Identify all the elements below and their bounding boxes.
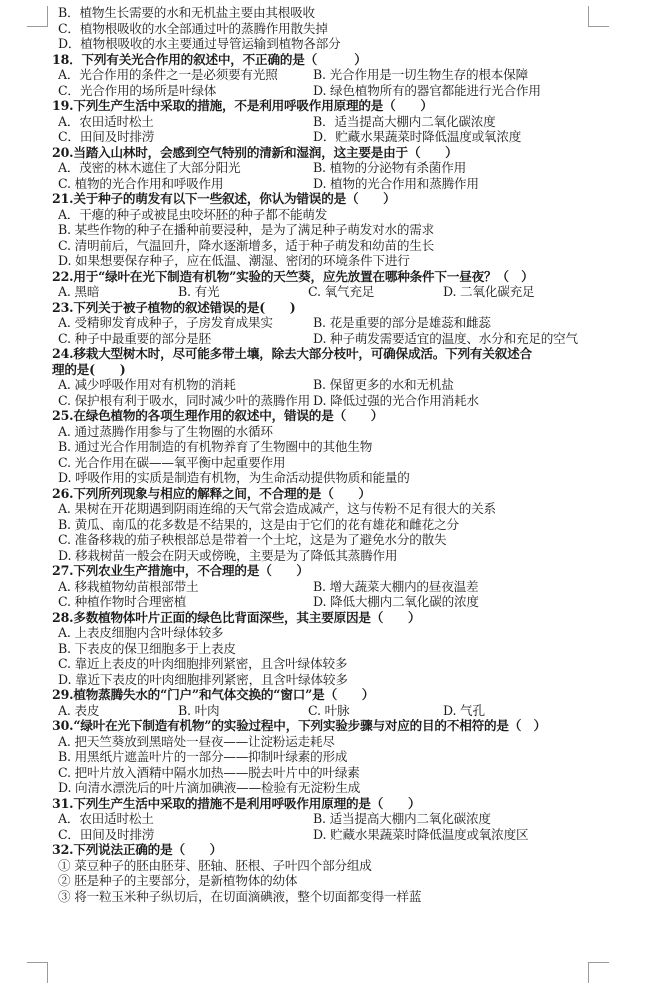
option-row [52, 83, 597, 99]
question-number: 22. [52, 268, 74, 284]
option-c: C. 植物的光合作用和呼吸作用 [58, 175, 224, 191]
option-a: A. 黑暗 [58, 284, 100, 299]
question-number: 19. [52, 98, 74, 113]
question-text: 植物蒸腾失水的“门户”和气体交换的“窗口”是（ ） [73, 687, 375, 702]
option-c: C．光合作用的场所是叶绿体 [58, 82, 217, 98]
option-d: D．贮藏水果蔬菜时降低温度或氧浓度 [313, 129, 522, 144]
question-text: 下列说法正确的是（ ） [73, 842, 223, 857]
option-d: D. 种子萌发需要适宜的温度、水分和充足的空气 [313, 330, 578, 346]
question-text: 下列生产生活中采取的措施不是利用呼吸作用原理的是（ ） [73, 795, 421, 811]
question-block [52, 718, 597, 796]
option-row [52, 594, 597, 610]
question-block [52, 300, 597, 347]
crop-mark-bottom-right [588, 962, 609, 983]
option-b: B. 光合作用是一切生物生存的根本保障 [313, 67, 528, 82]
question-block [52, 687, 597, 718]
question-number: 29. [52, 687, 74, 702]
option-row [52, 176, 597, 192]
option-c: C．田间及时排涝 [58, 129, 155, 144]
question-number: 32. [52, 842, 74, 857]
option-line: D．植物根吸收的水主要通过导管运输到植物各部分 [58, 36, 341, 51]
option-b: B. 增大蔬菜大棚内的昼夜温差 [313, 578, 479, 594]
option-row [52, 377, 597, 393]
option-c: C. 种子中最重要的部分是胚 [58, 330, 211, 346]
option-row [52, 284, 597, 300]
option-b: B．适当提高大棚内二氧化碳浓度 [313, 113, 496, 129]
option-d: D. 降低大棚内二氧化碳的浓度 [313, 594, 479, 609]
option-row [52, 579, 597, 595]
question-stem [52, 191, 597, 207]
option-d: D. 绿色植物所有的器官都能进行光合作用 [313, 82, 541, 98]
option-c: C. 把叶片放入酒精中隔水加热——脱去叶片中的叶绿素 [58, 764, 360, 780]
question-stem [52, 300, 597, 316]
question-block [52, 408, 597, 486]
option-d: D. 靠近下表皮的叶肉细胞排列紧密，且含叶绿体较多 [58, 671, 348, 687]
option-c: C. 叶脉 [308, 702, 350, 718]
option-b: B. 黄瓜、南瓜的花多数是不结果的，这是由于它们的花有雄花和雌花之分 [58, 516, 459, 532]
option-row [52, 67, 597, 83]
exam-page [52, 5, 597, 904]
question-block [52, 563, 597, 610]
question-number: 25. [52, 408, 74, 423]
question-stem [52, 145, 597, 161]
option-line: B．植物生长需要的水和无机盐主要由其根吸收 [58, 5, 315, 20]
option-b: B. 适当提高大棚内二氧化碳浓度 [313, 811, 491, 826]
option-b: B. 下表皮的保卫细胞多于上表皮 [58, 640, 236, 656]
question-stem [52, 408, 597, 424]
option-row [52, 811, 597, 827]
question-number: 20. [52, 144, 74, 160]
question-stem [52, 796, 597, 812]
crop-mark-top-left [27, 6, 48, 27]
option-row [52, 160, 597, 176]
question-block [52, 842, 597, 904]
option-c: C. 清明前后，气温回升，降水逐渐增多，适于种子萌发和幼苗的生长 [58, 237, 435, 253]
option-d: D. 向清水漂洗后的叶片滴加碘液——检验有无淀粉生成 [58, 780, 361, 795]
option-a: A. 减少呼吸作用对有机物的消耗 [58, 377, 236, 392]
option-row [52, 315, 597, 331]
option-a: A. 移栽植物幼苗根部带土 [58, 578, 199, 594]
question-stem [52, 842, 597, 858]
option-a: A．茂密的林木遮住了大部分阳光 [58, 160, 241, 175]
question-text: 下列有关光合作用的叙述中，不正确的是（ ） [81, 51, 367, 67]
question-stem [52, 486, 597, 502]
question-stem [52, 610, 597, 626]
option-c: ③ 将一粒玉米种子纵切后，在切面滴碘液，整个切面都变得一样蓝 [58, 888, 422, 904]
option-row [52, 827, 597, 843]
question-text: 下列关于被子植物的叙述错误的是( ) [73, 299, 296, 315]
question-stem [52, 563, 597, 579]
question-text: 在绿色植物的各项生理作用的叙述中，错误的是（ ） [73, 408, 384, 423]
question-stem-continued [52, 362, 597, 378]
question-number: 18． [52, 51, 82, 67]
option-b: B. 叶肉 [178, 702, 220, 718]
option-b: B. 有光 [178, 284, 220, 299]
question-number: 24. [52, 346, 74, 361]
question-number: 31. [52, 795, 74, 811]
option-a: A. 通过蒸腾作用参与了生物圈的水循环 [58, 423, 273, 439]
option-c: C. 种植作物时合理密植 [58, 594, 187, 609]
option-b: B. 花是重要的部分是雄蕊和雌蕊 [313, 315, 491, 330]
option-a: A. 受精卵发育成种子，子房发育成果实 [58, 315, 273, 330]
option-b: ② 胚是种子的主要部分，是新植物体的幼体 [58, 873, 298, 888]
question-number: 23. [52, 299, 74, 315]
option-c: C. 准备移栽的茄子秧根部总是带着一个土坨，这是为了避免水分的散失 [58, 532, 447, 547]
question-list [52, 52, 597, 905]
option-a: A．农田适时松土 [58, 113, 154, 129]
question-text: “绿叶在光下制造有机物”的实验过程中，下列实验步骤与对应的目的不相符的是（ ） [73, 718, 546, 733]
option-a: A. 上表皮细胞内含叶绿体较多 [58, 625, 224, 640]
question-text: 下列生产生活中采取的措施，不是利用呼吸作用原理的是（ ） [73, 98, 433, 113]
option-d: D. 气孔 [443, 702, 485, 718]
question-block [52, 145, 597, 192]
question-text: 多数植物体叶片正面的绿色比背面深些，其主要原因是（ ） [73, 609, 421, 625]
option-b: B. 某些作物的种子在播种前要浸种，是为了满足种子萌发对水的需求 [58, 222, 435, 237]
option-a: A. 果树在开花期遇到阴雨连绵的天气常会造成减产，这与传粉不足有很大的关系 [58, 501, 496, 516]
option-a: ① 菜豆种子的胚由胚芽、胚轴、胚根、子叶四个部分组成 [58, 857, 372, 873]
question-block [52, 98, 597, 145]
question-number: 27. [52, 563, 74, 578]
option-line: C．植物根吸收的水全部通过叶的蒸腾作用散失掉 [58, 20, 328, 36]
option-d: D. 贮藏水果蔬菜时降低温度或氧浓度区 [313, 826, 529, 842]
question-block [52, 191, 597, 269]
option-c: C. 保护根有利于吸水，同时减少叶的蒸腾作用 [58, 392, 311, 408]
question-block [52, 269, 597, 300]
question-number: 30. [52, 718, 74, 733]
option-b: B. 用黑纸片遮盖叶片的一部分——抑制叶绿素的形成 [58, 749, 348, 764]
question-text: 移栽大型树木时，尽可能多带土壤，除去大部分枝叶，可确保成活。下列有关叙述合 [73, 346, 532, 361]
question-stem [52, 52, 597, 68]
previous-question-options [52, 5, 597, 52]
question-stem [52, 718, 597, 734]
question-text: 当踏入山林时，会感到空气特别的清新和湿润，这主要是由于（ ） [73, 144, 458, 160]
question-text: 下列农业生产措施中，不合理的是（ ） [73, 563, 309, 578]
option-d: D. 二氧化碳充足 [443, 284, 535, 299]
option-c: C．田间及时排涝 [58, 826, 155, 842]
option-b: B. 通过光合作用制造的有机物养育了生物圈中的其他生物 [58, 439, 373, 454]
option-a: A. 把天竺葵放到黑暗处一昼夜——让淀粉运走耗尽 [58, 733, 335, 749]
crop-mark-bottom-left [27, 962, 48, 983]
option-d: D. 植物的光合作用和蒸腾作用 [313, 175, 479, 191]
question-text: 下列所列现象与相应的解释之间，不合理的是（ ） [73, 485, 371, 501]
question-number: 26. [52, 485, 74, 501]
question-block [52, 796, 597, 843]
option-a: A．光合作用的条件之一是必须要有光照 [58, 67, 278, 82]
question-number: 21. [52, 191, 74, 206]
question-block [52, 486, 597, 564]
option-d: D. 移栽树苗一般会在阴天或傍晚，主要是为了降低其蒸腾作用 [58, 547, 398, 563]
option-row [52, 703, 597, 719]
option-row [52, 129, 597, 145]
question-block [52, 52, 597, 99]
option-b: B. 保留更多的水和无机盐 [313, 377, 454, 392]
option-d: D. 如果想要保存种子，应在低温、潮湿、密闭的环境条件下进行 [58, 253, 410, 268]
option-row [52, 331, 597, 347]
question-block [52, 610, 597, 688]
question-stem [52, 269, 597, 285]
option-a: A．干瘪的种子或被昆虫咬坏胚的种子都不能萌发 [58, 206, 328, 222]
question-stem [52, 687, 597, 703]
option-a: A．农田适时松土 [58, 811, 154, 826]
option-b: B. 植物的分泌物有杀菌作用 [313, 160, 466, 175]
question-text: 理的是( ) [52, 361, 126, 377]
question-number: 28. [52, 609, 74, 625]
question-stem [52, 346, 597, 362]
option-row [52, 393, 597, 409]
option-d: D. 降低过强的光合作用消耗水 [313, 392, 479, 408]
question-stem [52, 98, 597, 114]
option-c: C. 光合作用在碳——氧平衡中起重要作用 [58, 454, 286, 470]
question-block [52, 346, 597, 408]
option-c: C. 氧气充足 [308, 284, 375, 299]
option-d: D. 呼吸作用的实质是制造有机物，为生命活动提供物质和能量的 [58, 470, 410, 485]
question-text: 关于种子的萌发有以下一些叙述，你认为错误的是（ ） [73, 191, 396, 206]
option-a: A. 表皮 [58, 702, 100, 718]
question-text: 用于“绿叶在光下制造有机物”实验的天竺葵，应先放置在哪种条件下一昼夜？（ ） [73, 268, 534, 284]
option-row [52, 114, 597, 130]
option-c: C. 靠近上表皮的叶肉细胞排列紧密，且含叶绿体较多 [58, 656, 348, 671]
